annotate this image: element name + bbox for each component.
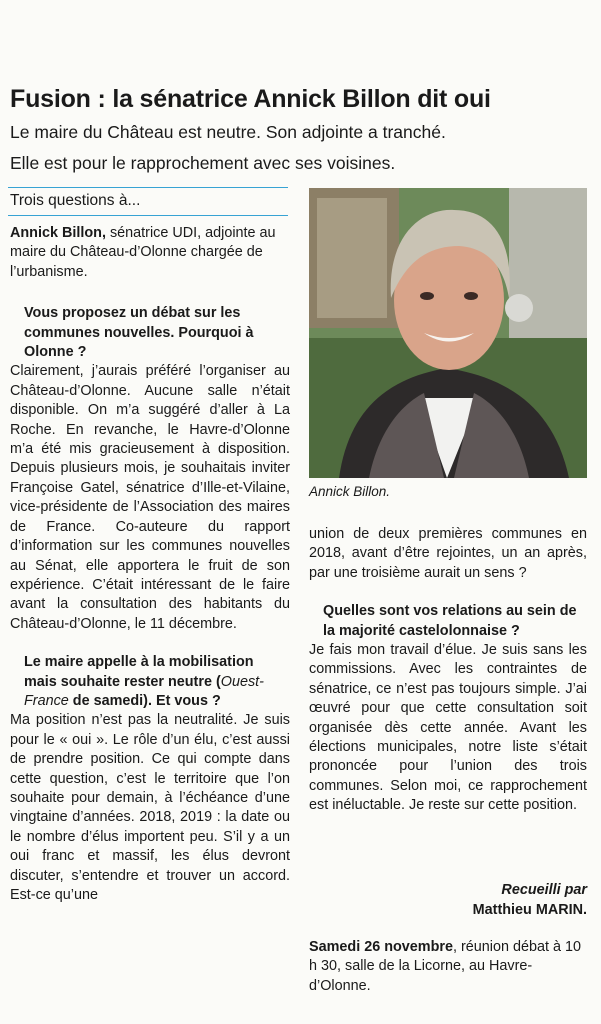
intro-name: Annick Billon, bbox=[10, 225, 106, 241]
byline-author: Matthieu MARIN. bbox=[472, 902, 587, 918]
question-1: Vous proposez un débat sur les communes nouvelles. Pourquoi à Olonne ? bbox=[24, 305, 254, 361]
question-3: Quelles sont vos relations au sein de la majorité castelolonnaise ? bbox=[323, 603, 577, 639]
subtitle-line-1: Le maire du Château est neutre. Son adjointe a tranché. bbox=[10, 122, 446, 142]
event-notice bbox=[309, 938, 587, 996]
intro bbox=[10, 224, 290, 282]
right-column bbox=[309, 525, 587, 816]
answer-1: Clairement, j’aurais préféré l’organiser au Château-d’Olonne. Aucune salle n’était disponible. On m’a suggéré d’aller à La Roche. En revanche, le Havre-d’Olonne m’a été mis gracieusement à disposition. Depuis plusieurs mois, je souhaitais inviter Françoise Gatel, sénatrice d’Ille-et-Vilaine, vice-présidente de l’Association des maires de France. Co-auteure du rapport d’information sur les communes nouvelles au Sénat, elle apportera le fruit de son expérience. C’était intéressant de le faire avant la consultation des habitants du Château-d’Olonne, le 11 décembre. bbox=[10, 363, 290, 632]
answer-2: Ma position n’est pas la neutralité. Je suis pour le « oui ». Le rôle d’un élu, c’est aussi de prendre position. Ce qui compte dans cette question, c’est le territoire que l’on souhaite pour demain, à l’échéance d’une vingtaine d’années. 2018, 2019 : la date ou le nombre d’élus importent peu. S’il y a un oui franc et massif, les élus devront discuter, s’entendre et trouver un accord. Est-ce qu’une bbox=[10, 712, 290, 903]
answer-3: Je fais mon travail d’élue. Je suis sans les commissions. Avec les contraintes de sénatrice, ce n’est pas toujours simple. J’ai œuvré pour que cette consultation soit organisée dès cette année. Avant les élections municipales, notre liste s’était prononcée pour l’union des trois communes. Selon moi, ce rapprochement est inéluctable. Je reste sur cette position. bbox=[309, 642, 587, 814]
photo-caption: Annick Billon. bbox=[309, 484, 391, 499]
kicker-rule-top bbox=[8, 187, 288, 188]
kicker-rule-bottom bbox=[8, 215, 288, 216]
intro-text: sénatrice UDI, adjointe au maire du Château-d’Olonne chargée de l’urbanisme. bbox=[10, 225, 276, 280]
kicker: Trois questions à... bbox=[10, 192, 141, 209]
byline-label: Recueilli par bbox=[501, 882, 587, 898]
portrait-illustration bbox=[309, 188, 587, 478]
event-date: Samedi 26 novembre bbox=[309, 939, 453, 955]
event-text: , réunion débat à 10 h 30, salle de la Licorne, au Havre-d’Olonne. bbox=[309, 939, 582, 994]
question-2 bbox=[10, 653, 290, 711]
question-2-source: Ouest-France bbox=[24, 673, 264, 709]
headline: Fusion : la sénatrice Annick Billon dit oui bbox=[10, 85, 491, 113]
left-column bbox=[10, 224, 290, 905]
question-2-part-2: de samedi). Et vous ? bbox=[68, 692, 221, 709]
portrait-photo bbox=[309, 188, 587, 478]
question-2-part-1: Le maire appelle à la mobilisation mais souhaite rester neutre ( bbox=[24, 654, 254, 690]
byline bbox=[309, 880, 587, 920]
answer-2-continued: union de deux premières communes en 2018, avant d’être rejointes, un an après, par une troisième aurait un sens ? bbox=[309, 526, 587, 581]
subtitle-line-2: Elle est pour le rapprochement avec ses voisines. bbox=[10, 153, 396, 173]
